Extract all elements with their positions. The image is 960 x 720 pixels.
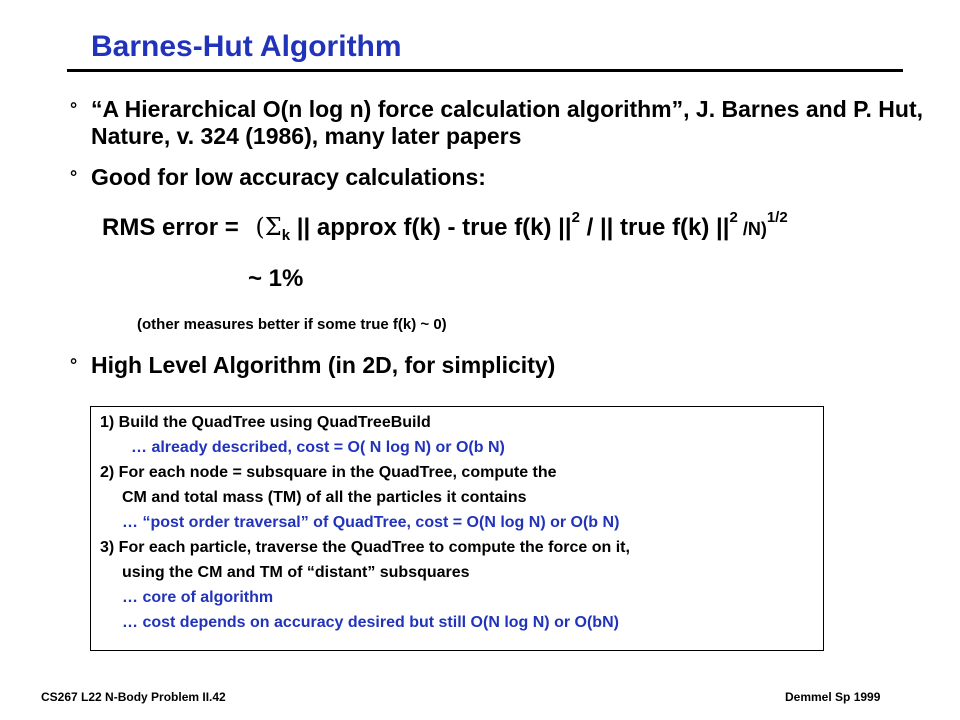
formula-body: || approx f(k) - true f(k) ||	[290, 214, 572, 241]
bullet-icon: °	[70, 167, 78, 187]
formula-sup-2: 2	[729, 209, 738, 226]
slide-title: Barnes-Hut Algorithm	[91, 30, 402, 63]
formula-sup-1: 2	[571, 209, 580, 226]
step-3-line-cont: using the CM and TM of “distant” subsquares	[122, 564, 470, 581]
step-3-note-cost: … cost depends on accuracy desired but still O(N log N) or O(bN)	[122, 614, 619, 631]
bullet-text: Good for low accuracy calculations:	[91, 164, 486, 190]
title-underline	[67, 69, 903, 72]
step-1-line: 1) Build the QuadTree using QuadTreeBuild	[100, 414, 431, 431]
formula-sub-k: k	[281, 227, 291, 244]
bullet-icon: °	[70, 99, 78, 119]
accuracy-note: (other measures better if some true f(k) ~ 0)	[137, 316, 447, 333]
formula-open-paren: (	[255, 213, 265, 241]
step-1-note: … already described, cost = O( N log N) or O(b N)	[131, 439, 505, 456]
bullet-icon: °	[70, 355, 78, 375]
step-2-line: 2) For each node = subsquare in the QuadTree, compute the	[100, 464, 557, 481]
step-3-line: 3) For each particle, traverse the QuadTree to compute the force on it,	[100, 539, 630, 556]
sigma-symbol: Σ	[264, 213, 282, 241]
step-2-note: … “post order traversal” of QuadTree, cost = O(N log N) or O(b N)	[122, 514, 620, 531]
bullet-text: “A Hierarchical O(n log n) force calculation algorithm”, J. Barnes and P. Hut, Nature, v. 324 (1986), many later papers	[91, 96, 924, 149]
step-3-note-core: … core of algorithm	[122, 589, 274, 606]
formula-sup-3: 1/2	[766, 209, 788, 226]
bullet-text: High Level Algorithm (in 2D, for simplicity)	[91, 352, 556, 378]
approx-value: ~ 1%	[248, 265, 304, 292]
rms-error-formula	[102, 209, 788, 244]
formula-lhs: RMS error =	[102, 214, 239, 241]
footer-author-label: Demmel Sp 1999	[785, 690, 881, 704]
footer-course-label: CS267 L22 N-Body Problem II.42	[41, 690, 226, 704]
step-2-line-cont: CM and total mass (TM) of all the particles it contains	[122, 489, 527, 506]
formula-mid: / || true f(k) ||	[579, 214, 730, 241]
formula-tail: /N)	[737, 219, 767, 239]
algorithm-steps-box	[90, 406, 824, 651]
